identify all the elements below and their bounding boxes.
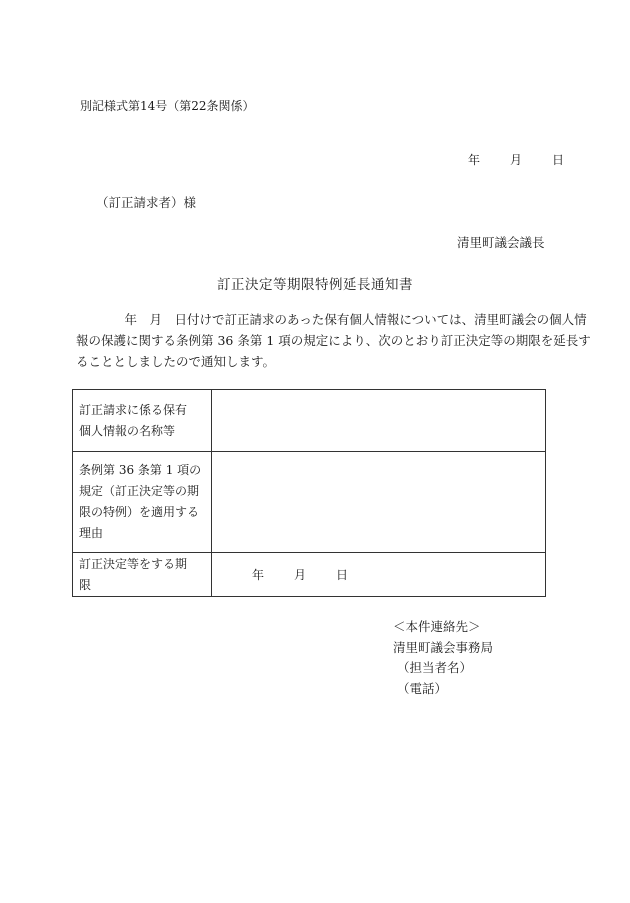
body-line: 年 月 日付けで訂正請求のあった保有個人情報については、清里町議会の個人情: [112, 312, 587, 327]
deadline-day: 日: [336, 568, 349, 582]
deadline-month: 月: [294, 568, 307, 582]
form-number: 別記様式第14号（第22条関係）: [80, 99, 255, 113]
label-line: 条例第 36 条第 1 項の: [79, 463, 202, 477]
table-row: [73, 390, 546, 452]
row-value-field[interactable]: [212, 390, 546, 452]
label-line: 規定（訂正決定等の期: [79, 484, 200, 498]
label-line: 訂正決定等をする期: [79, 556, 188, 571]
date-year: 年: [468, 153, 481, 167]
notice-date: [468, 151, 564, 168]
addressee: （訂正請求者）様: [96, 195, 197, 210]
body-text: [76, 309, 591, 372]
contact-block: [393, 617, 493, 699]
label-line: 限の特例）を適用する: [79, 505, 200, 519]
deadline-year: 年: [252, 568, 265, 582]
label-line: 理由: [79, 526, 104, 540]
body-line: ることとしましたので通知します。: [76, 354, 276, 369]
table-row: [73, 452, 546, 553]
table-row: [73, 553, 546, 597]
contact-office: 清里町議会事務局: [393, 639, 494, 655]
contact-phone: （電話）: [397, 680, 448, 696]
row-value-field[interactable]: [212, 452, 546, 553]
date-day: 日: [552, 153, 565, 167]
deadline-date-field[interactable]: [212, 553, 546, 597]
row-label: [73, 452, 212, 553]
contact-header: ＜本件連絡先＞: [393, 619, 481, 634]
row-label: [73, 390, 212, 452]
label-line: 訂正請求に係る保有: [79, 402, 188, 417]
body-line: 報の保護に関する条例第 36 条第 1 項の規定により、次のとおり訂正決定等の期限を延長す: [76, 333, 591, 348]
sender: 清里町議会議長: [457, 235, 545, 250]
label-line: 限: [79, 577, 92, 592]
date-month: 月: [510, 153, 523, 167]
row-label: [73, 553, 212, 597]
document-title: 訂正決定等期限特例延長通知書: [217, 277, 413, 293]
notice-table: [72, 389, 546, 597]
contact-person: （担当者名）: [397, 660, 473, 675]
deadline-date: [222, 568, 348, 582]
label-line: 個人情報の名称等: [79, 423, 176, 438]
